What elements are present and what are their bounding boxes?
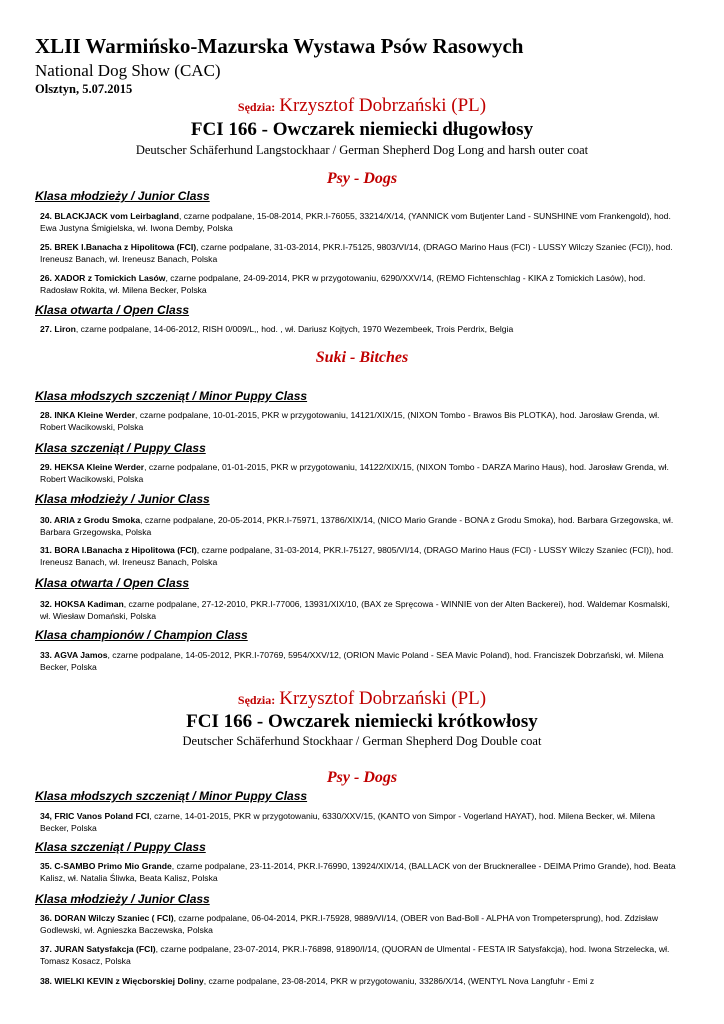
class-heading: Klasa młodzieży / Junior Class (35, 189, 210, 203)
entry-details: , czarne podpalane, 10-01-2015, PKR w przygotowaniu, 14121/XIX/15, (NIXON Tombo - Brawos Bis PLOTKA), hod. Jarosław Grenda, wł. Robert Wacikowski, Polska (40, 410, 660, 432)
entry-name: 32. HOKSA Kadiman (40, 599, 124, 609)
entry-details: , czarne podpalane, 31-03-2014, PKR.I-75125, 9803/VI/14, (DRAGO Marino Haus (FCI) - LUSSY Wilczy Szaniec (FCI)), hod. Ireneusz Banach, wł. Ireneusz Banach, Polska (40, 242, 673, 264)
dogs-heading: Psy - Dogs (326, 769, 398, 786)
entry-name: 33. AGVA Jamos (40, 650, 108, 660)
entry-details: , czarne podpalane, 06-04-2014, PKR.I-75928, 9889/VI/14, (OBER von Bad-Boll - ALPHA von Trompetersprung), hod. Zdzisław Godlewski, wł. Agnieszka Baczewska, Polska (40, 913, 659, 935)
breed-title: FCI 166 - Owczarek niemiecki krótkowłosy (186, 711, 538, 732)
entry-details: , czarne podpalane, 27-12-2010, PKR.I-77006, 13931/XIX/10, (BAX ze Spręcowa - WINNIE von der Alten Backerei), hod. Waldemar Kosmalski, wł. Wiesław Domański, Polska (40, 599, 670, 621)
entry-details: , czarne podpalane, 20-05-2014, PKR.I-75971, 13786/XIX/14, (NICO Mario Grande - BONA z Grodu Smoka), hod. Barbara Grzegowska, wł. Barbara Grzegowska, Polska (40, 515, 674, 537)
entry-item (40, 860, 680, 884)
entry-details: , czarne podpalane, 23-11-2014, PKR.I-76990, 13924/XIX/14, (BALLACK von der Brucknerallee - DEIMA Primo Grande), hod. Beata Kalisz, wł. Natalia Śliwka, Beata Kalisz, Polska (40, 861, 676, 883)
entry-name: 27. Liron (40, 324, 76, 334)
judge-line (0, 95, 724, 117)
entry-details: , czarne podpalane, 24-09-2014, PKR w przygotowaniu, 6290/XXV/14, (REMO Fichtenschlag - KIKA z Tomickich Lasów), hod. Radosław Rokita, wł. Milena Becker, Polska (40, 273, 646, 295)
judge-name: Krzysztof Dobrzański (PL) (279, 95, 487, 116)
entry-details: , czarne podpalane, 31-03-2014, PKR.I-75127, 9805/VI/14, (DRAGO Marino Haus (FCI) - LUSSY Wilczy Szaniec (FCI)), hod. Ireneusz Banach, wł. Ireneusz Banach, Polska (40, 545, 674, 567)
entry-details: , czarne podpalane, 23-08-2014, PKR w przygotowaniu, 33286/X/14, (WENTYL Nova Langfuhr - Emi z (203, 976, 595, 986)
entry-item (40, 912, 680, 936)
class-heading: Klasa młodszych szczeniąt / Minor Puppy Class (35, 389, 308, 403)
entry-name: 38. WIELKI KEVIN z Więcborskiej Doliny (40, 976, 204, 986)
entry-item (40, 514, 680, 538)
entry-details: , czarne podpalane, 01-01-2015, PKR w przygotowaniu, 14122/XIX/15, (NIXON Tombo - DARZA Marino Haus), hod. Jarosław Grenda, wł. Robert Wacikowski, Polska (40, 462, 669, 484)
entry-item (40, 975, 680, 987)
class-heading: Klasa młodzieży / Junior Class (35, 892, 210, 906)
entry-item (40, 649, 680, 673)
show-place-date: Olsztyn, 5.07.2015 (35, 82, 133, 96)
entry-name: 35. C-SAMBO Primo Mio Grande (40, 861, 172, 871)
entry-details: , czarne podpalane, 14-06-2012, RISH 0/009/L,, hod. , wł. Dariusz Kojtych, 1970 Wezembeek, Trois Perdrix, Belgia (75, 324, 514, 334)
entry-item (40, 210, 680, 234)
entry-name: 25. BREK I.Banacha z Hipolitowa (FCI) (40, 242, 197, 252)
judge-name: Krzysztof Dobrzański (PL) (279, 688, 487, 709)
entry-item (40, 810, 680, 834)
entry-item (40, 323, 680, 335)
judge-label: Sędzia: (237, 693, 276, 707)
entry-details: , czarne podpalane, 23-07-2014, PKR.I-76898, 91890/I/14, (QUORAN de Ulmental - FESTA IR Satysfakcja), hod. Iwona Strzelecka, wł. Tomasz Kosacz, Polska (40, 944, 670, 966)
show-title: XLII Warmińsko-Mazurska Wystawa Psów Rasowych (35, 34, 524, 58)
entry-name: 30. ARIA z Grodu Smoka (40, 515, 141, 525)
dogs-heading: Psy - Dogs (326, 170, 398, 187)
entry-item (40, 409, 680, 433)
entry-name: 29. HEKSA Kleine Werder (40, 462, 145, 472)
class-heading: Klasa młodzieży / Junior Class (35, 492, 210, 506)
breed-subtitle: Deutscher Schäferhund Langstockhaar / German Shepherd Dog Long and harsh outer coat (135, 143, 589, 157)
class-heading: Klasa szczeniąt / Puppy Class (35, 840, 206, 854)
entry-name: 24. BLACKJACK vom Leirbagland (40, 211, 179, 221)
class-heading: Klasa młodszych szczeniąt / Minor Puppy Class (35, 789, 308, 803)
entry-item (40, 461, 680, 485)
entry-name: 28. INKA Kleine Werder (40, 410, 136, 420)
class-heading: Klasa otwarta / Open Class (35, 576, 190, 590)
entry-item (40, 943, 680, 967)
entry-details: , czarne podpalane, 15-08-2014, PKR.I-76055, 33214/X/14, (YANNICK vom Butjenter Land - SUNSHINE vom Frankengold), hod. Ewa Justyna Śmigielska, wł. Iwona Demby, Polska (40, 211, 671, 233)
entry-name: 36. DORAN Wilczy Szaniec ( FCI) (40, 913, 174, 923)
entry-details: , czarne, 14-01-2015, PKR w przygotowaniu, 6330/XXV/15, (KANTO von Simpor - Vogerland HAYAT), hod. Milena Becker, wł. Milena Becker, Polska (40, 811, 656, 833)
entry-name: 37. JURAN Satysfakcja (FCI) (40, 944, 156, 954)
entry-item (40, 598, 680, 622)
entry-details: , czarne podpalane, 14-05-2012, PKR.I-70769, 5954/XXV/12, (ORION Mavic Poland - SEA Mavic Poland), hod. Franciszek Dobrzański, wł. Milena Becker, Polska (40, 650, 664, 672)
class-heading: Klasa otwarta / Open Class (35, 303, 190, 317)
show-subtitle: National Dog Show (CAC) (35, 61, 221, 80)
entry-item (40, 272, 680, 296)
entry-name: 34, FRIC Vanos Poland FCI (40, 811, 150, 821)
class-heading: Klasa szczeniąt / Puppy Class (35, 441, 206, 455)
entry-item (40, 544, 680, 568)
bitches-heading: Suki - Bitches (315, 349, 409, 366)
class-heading: Klasa championów / Champion Class (35, 628, 248, 642)
judge-line (0, 688, 724, 710)
entry-item (40, 241, 680, 265)
breed-title: FCI 166 - Owczarek niemiecki długowłosy (190, 119, 534, 140)
breed-subtitle: Deutscher Schäferhund Stockhaar / German Shepherd Dog Double coat (182, 734, 542, 748)
entry-name: 31. BORA I.Banacha z Hipolitowa (FCI) (40, 545, 197, 555)
entry-name: 26. XADOR z Tomickich Lasów (40, 273, 166, 283)
judge-label: Sędzia: (237, 100, 276, 114)
